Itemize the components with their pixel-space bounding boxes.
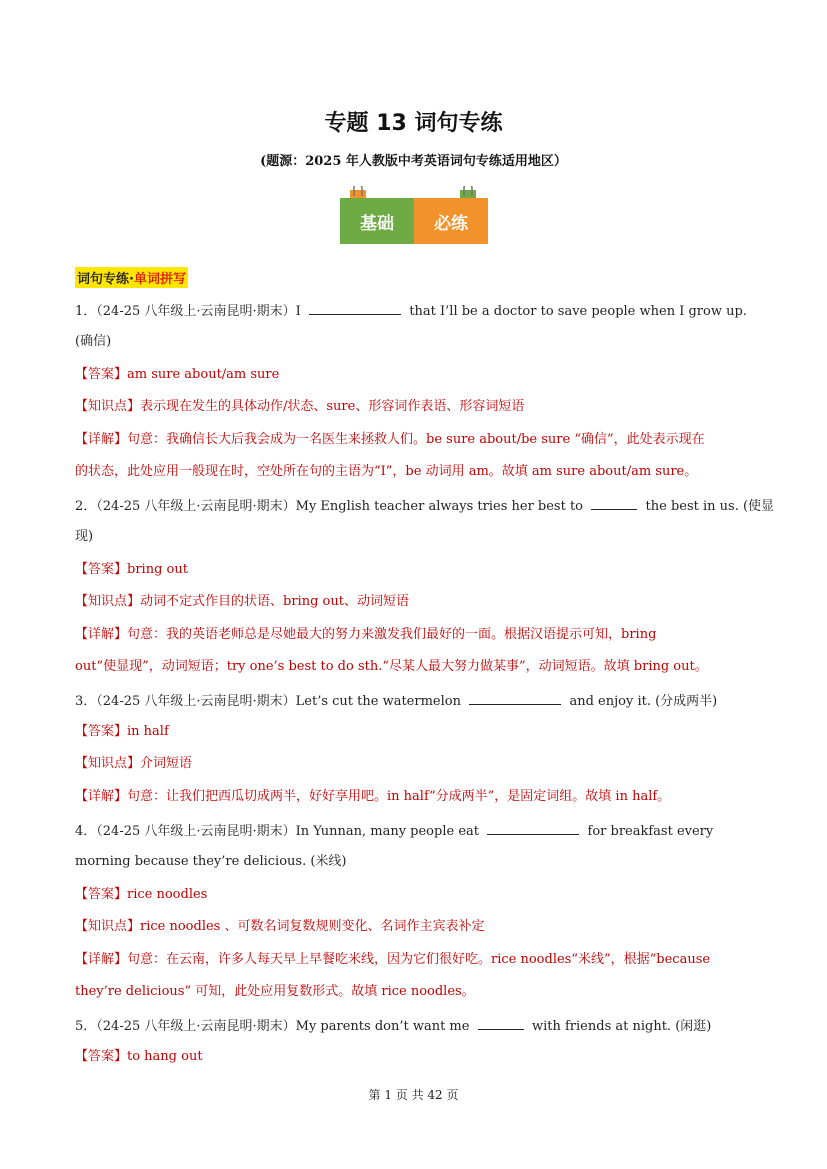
q4-hint: morning because they’re delicious. (米线)	[75, 854, 347, 869]
q5-stem	[75, 1017, 711, 1035]
page-title: 专题 13 词句专练	[324, 111, 503, 136]
answer-blank	[591, 497, 637, 510]
q2-hint: 现)	[75, 529, 94, 544]
q5-answer: 【答案】to hang out	[75, 1049, 203, 1064]
q3-answer: 【答案】in half	[75, 724, 169, 739]
q4-stem-a: 4．（24-25 八年级上·云南昆明·期末）In Yunnan, many people eat	[75, 824, 479, 839]
q2-detail-b: out“使显现”，动词短语；try one’s best to do sth.“尽某人最大努力做某事”，动词短语。故填 bring out。	[75, 659, 708, 674]
q4-answer: 【答案】rice noodles	[75, 887, 208, 902]
q1-stem-b: that I’ll be a doctor to save people when I grow up.	[409, 304, 747, 319]
q2-stem-b: the best in us. (使显	[645, 499, 775, 514]
q2-detail-a: 【详解】句意：我的英语老师总是尽她最大的努力来激发我们最好的一面。根据汉语提示可知，bring	[75, 627, 657, 642]
q2-stem	[75, 497, 774, 515]
q4-stem-b: for breakfast every	[587, 824, 714, 839]
q3-knowledge: 【知识点】介词短语	[75, 756, 193, 771]
section-label-b: 单词拼写	[133, 272, 186, 287]
q1-detail-a: 【详解】句意：我确信长大后我会成为一名医生来拯救人们。be sure about/be sure “确信”，此处表示现在	[75, 432, 705, 447]
basic-practice-banner	[340, 186, 488, 246]
answer-blank	[309, 302, 401, 315]
q5-stem-b: with friends at night. (闲逛)	[531, 1019, 712, 1034]
q3-stem	[75, 692, 717, 710]
q1-stem	[75, 302, 747, 320]
q4-detail-a: 【详解】句意：在云南，许多人每天早上早餐吃米线，因为它们很好吃。rice noodles“米线”，根据“because	[75, 952, 711, 967]
q4-stem	[75, 822, 713, 840]
section-label-a: 词句专练·	[77, 272, 134, 287]
answer-blank	[478, 1017, 524, 1030]
q4-detail-b: they’re delicious” 可知，此处应用复数形式。故填 rice noodles。	[75, 984, 475, 999]
q1-answer: 【答案】am sure about/am sure	[75, 367, 280, 382]
q3-stem-a: 3．（24-25 八年级上·云南昆明·期末）Let’s cut the watermelon	[75, 694, 461, 709]
q4-knowledge: 【知识点】rice noodles 、可数名词复数规则变化、名词作主宾表补定	[75, 919, 485, 934]
q1-knowledge: 【知识点】表示现在发生的具体动作/状态、sure、形容词作表语、形容词短语	[75, 399, 525, 414]
page-number: 第 1 页 共 42 页	[368, 1088, 459, 1102]
q2-answer: 【答案】bring out	[75, 562, 188, 577]
answer-blank	[469, 692, 561, 705]
banner-left-label: 基础	[340, 198, 414, 244]
q2-stem-a: 2．（24-25 八年级上·云南昆明·期末）My English teacher always tries her best to	[75, 499, 584, 514]
q2-knowledge: 【知识点】动词不定式作目的状语、bring out、动词短语	[75, 594, 409, 609]
section-heading	[75, 267, 188, 288]
q5-stem-a: 5．（24-25 八年级上·云南昆明·期末）My parents don’t want me	[75, 1019, 470, 1034]
q1-hint: (确信)	[75, 334, 112, 349]
banner-right-label: 必练	[414, 198, 488, 244]
q1-stem-a: 1．（24-25 八年级上·云南昆明·期末）I	[75, 304, 301, 319]
q3-detail-a: 【详解】句意：让我们把西瓜切成两半，好好享用吧。in half“分成两半”，是固定词组。故填 in half。	[75, 789, 671, 804]
q1-detail-b: 的状态，此处应用一般现在时，空处所在句的主语为“I”，be 动词用 am。故填 am sure about/am sure。	[75, 464, 698, 479]
q3-stem-b: and enjoy it. (分成两半)	[569, 694, 718, 709]
page-subtitle: (题源：2025 年人教版中考英语词句专练适用地区）	[260, 154, 567, 169]
answer-blank	[487, 822, 579, 835]
